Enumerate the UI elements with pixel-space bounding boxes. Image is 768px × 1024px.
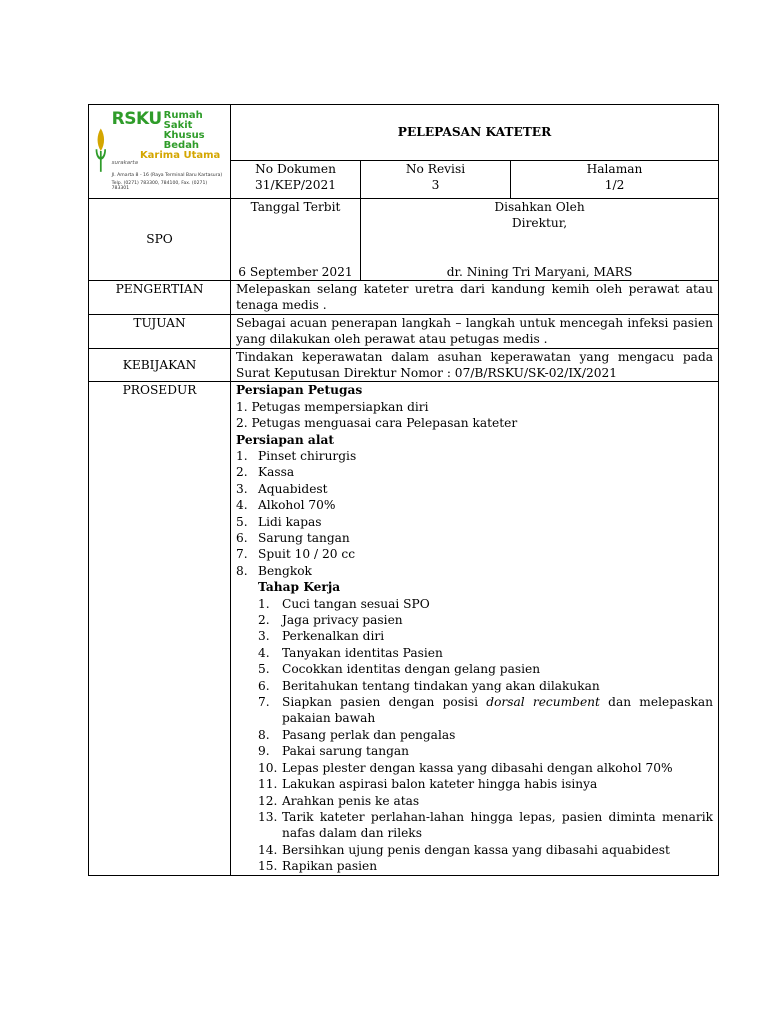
logo-line-2: Khusus Bedah (163, 130, 205, 151)
no-revisi-value: 3 (431, 178, 440, 193)
pengertian-text: Melepaskan selang kateter uretra dari kandung kemih oleh perawat atau tenaga medis . (231, 280, 719, 314)
hospital-logo-cell (89, 105, 231, 199)
list-item-text: Pinset chirurgis (258, 448, 357, 463)
logo-emblem-icon (93, 121, 109, 181)
list-item-text: Rapikan pasien (282, 859, 378, 874)
list-item (258, 858, 713, 874)
list-item-number: 2. (258, 613, 270, 628)
list-item-number: 6. (258, 678, 270, 693)
spo-label: SPO (89, 198, 231, 280)
list-item-number: 9. (258, 744, 270, 759)
list-item-text: Aquabidest (258, 481, 328, 496)
list-item-text: Sarung tangan (258, 531, 350, 545)
no-dokumen-value: 31/KEP/2021 (255, 178, 336, 193)
persiapan-alat-list (236, 448, 713, 579)
list-item-number: 10. (258, 760, 278, 775)
list-item-text: Cocokkan identitas dengan gelang pasien (282, 662, 541, 677)
spo-table (88, 104, 719, 876)
document-title: PELEPASAN KATETER (231, 105, 719, 161)
list-item-text: Cuci tangan sesuai SPO (282, 596, 430, 611)
list-item-number: 8. (258, 727, 270, 742)
list-item-number: 15. (258, 859, 278, 874)
list-item-text: Jaga privacy pasien (282, 613, 403, 628)
list-item (258, 842, 713, 858)
list-item-text: Beritahukan tentang tindakan yang akan dilakukan (282, 678, 600, 693)
list-item-text: Bersihkan ujung penis dengan kassa yang dibasahi aquabidest (282, 842, 670, 857)
list-item-number: 1. (258, 596, 270, 611)
pengertian-label: PENGERTIAN (89, 280, 231, 314)
list-item-text: Lepas plester dengan kassa yang dibasahi dengan alkohol 70% (282, 760, 673, 775)
list-item-number: 7. (258, 695, 270, 710)
tujuan-text: Sebagai acuan penerapan langkah – langkah untuk mencegah infeksi pasien yang dilakukan oleh perawat atau petugas medis . (231, 314, 719, 348)
list-item-text: Spuit 10 / 20 cc (258, 547, 356, 562)
list-item (258, 678, 713, 694)
persiapan-petugas-item: 2. Petugas menguasai cara Pelepasan kateter (236, 416, 518, 431)
list-item (236, 514, 713, 530)
list-item-number: 13. (258, 809, 278, 824)
list-item-text: Tarik kateter perlahan-lahan hingga lepas, pasien diminta menarik nafas dalam dan rileks (282, 809, 714, 841)
persiapan-petugas-title: Persiapan Petugas (236, 383, 363, 398)
list-item-number: 4. (236, 498, 248, 513)
list-item-text: Perkenalkan diri (282, 629, 385, 644)
list-item-text: Bengkok (258, 563, 312, 578)
list-item (258, 628, 713, 644)
halaman-value: 1/2 (604, 178, 625, 193)
list-item-number: 5. (258, 662, 270, 677)
hospital-logo (93, 111, 226, 192)
list-item (236, 481, 713, 497)
list-item-number: 3. (236, 481, 248, 496)
list-item-number: 11. (258, 777, 278, 792)
list-item (258, 694, 713, 727)
pengesahan-cell (361, 198, 719, 280)
list-item (258, 793, 713, 809)
list-item (258, 760, 713, 776)
list-item (258, 809, 713, 842)
list-item-number: 6. (236, 531, 248, 545)
list-item-number: 4. (258, 645, 270, 660)
list-item-number: 14. (258, 842, 278, 857)
list-item-text: Siapkan pasien dengan posisi dorsal recumbent dan melepaskan pakaian bawah (282, 695, 714, 726)
list-item-text: Pasang perlak dan pengalas (282, 727, 456, 742)
list-item (236, 546, 713, 562)
list-item (236, 448, 713, 464)
list-item-number: 5. (236, 514, 248, 529)
list-item (258, 743, 713, 759)
tahap-kerja-list (258, 596, 713, 875)
list-item-text: Kassa (258, 465, 295, 480)
tanggal-terbit-value: 6 September 2021 (238, 264, 353, 279)
prosedur-content (231, 382, 719, 875)
disahkan-label: Disahkan Oleh (494, 199, 585, 214)
logo-abbreviation: RSKU (111, 109, 162, 129)
list-item (236, 563, 713, 579)
list-item-text: Pakai sarung tangan (282, 744, 409, 759)
list-item (258, 645, 713, 661)
halaman-label: Halaman (586, 162, 643, 177)
list-item (258, 661, 713, 677)
list-item (258, 612, 713, 628)
no-revisi-cell (361, 161, 511, 199)
direktur-label: Direktur, (511, 216, 568, 231)
list-item-number: 2. (236, 465, 248, 480)
list-item-text: Alkohol 70% (258, 498, 336, 513)
kebijakan-text: Tindakan keperawatan dalam asuhan keperawatan yang mengacu pada Surat Keputusan Direktur Nomor : 07/B/RSKU/SK-02/IX/2021 (231, 348, 719, 382)
list-item-text: Lakukan aspirasi balon kateter hingga habis isinya (282, 777, 598, 792)
list-item-number: 3. (258, 629, 270, 644)
logo-address-1: Jl. Amarta 8 - 16 (Raya Terminal Baru Kartasura) (111, 173, 223, 179)
list-item-text: Tanyakan identitas Pasien (282, 645, 443, 660)
direktur-name: dr. Nining Tri Maryani, MARS (446, 264, 633, 279)
logo-city: surakarta (111, 160, 138, 166)
no-revisi-label: No Revisi (405, 162, 466, 177)
list-item (258, 596, 713, 612)
logo-line-3: Karima Utama (139, 150, 221, 161)
persiapan-petugas-item: 1. Petugas mempersiapkan diri (236, 399, 429, 414)
no-dokumen-label: No Dokumen (255, 162, 336, 177)
list-item (236, 530, 713, 546)
tahap-kerja-title: Tahap Kerja (258, 580, 341, 595)
no-dokumen-cell (231, 161, 361, 199)
list-item (236, 497, 713, 513)
list-item-text: Lidi kapas (258, 514, 322, 529)
kebijakan-label: KEBIJAKAN (89, 348, 231, 382)
list-item-number: 1. (236, 448, 248, 463)
list-item-text: Arahkan penis ke atas (282, 793, 420, 808)
list-item (258, 727, 713, 743)
logo-line-1: Rumah Sakit (163, 110, 203, 131)
list-item (236, 464, 713, 480)
list-item-number: 8. (236, 563, 248, 578)
list-item-number: 12. (258, 793, 278, 808)
list-item (258, 776, 713, 792)
tanggal-terbit-cell (231, 198, 361, 280)
prosedur-label: PROSEDUR (89, 382, 231, 875)
persiapan-alat-title: Persiapan alat (236, 432, 334, 447)
tanggal-terbit-label: Tanggal Terbit (250, 199, 341, 214)
list-item-number: 7. (236, 547, 248, 562)
spo-document (88, 104, 718, 876)
halaman-cell (511, 161, 719, 199)
logo-address-2: Telp. (0271) 783300, 784100, Fax. (0271) 783301 (111, 180, 208, 192)
tujuan-label: TUJUAN (89, 314, 231, 348)
